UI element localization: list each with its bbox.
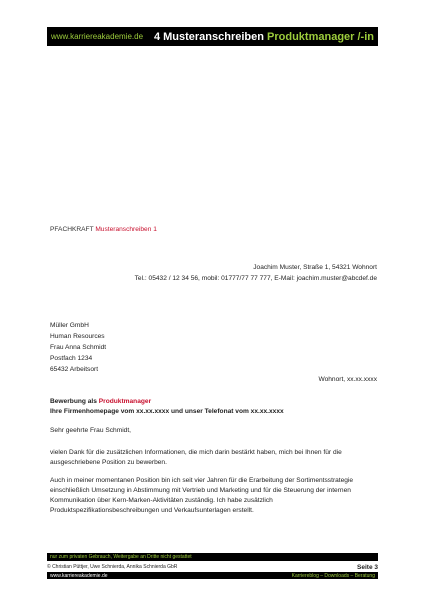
- header-banner: [47, 27, 378, 46]
- kicker-prefix: PFACHKRAFT: [50, 226, 96, 233]
- header-title-main: 4 Musteranschreiben: [153, 30, 268, 43]
- footer-copyright: © Christian Püttjer, Uwe Schnierda, Annika Schnierda GbR: [47, 564, 178, 570]
- sender-block: [135, 262, 377, 284]
- footer-tagline: Karriereblog – Downloads – Beratung: [291, 572, 375, 579]
- footer-copyright-row: [47, 563, 378, 571]
- body-paragraph-1: vielen Dank für die zusätzlichen Informationen, die mich darin bestärkt haben, mich bei Ihnen für die ausgeschriebene Position zu bewerben.: [50, 449, 342, 466]
- page-number: Seite 3: [357, 563, 378, 571]
- recipient-city: 65432 Arbeitsort: [50, 366, 99, 373]
- body-paragraph-2: Auch in meiner momentanen Position bin ich seit vier Jahren für die Erarbeitung der Sortimentsstrategie einschließlich Umsetzung in Abstimmung mit Vertrieb und Marketing und für die Steuerung der internen Kommunikation über Kern-Marken-Aktivitäten zuständig. Ich habe zusätzlich Produktspezifikationsbeschreibungen und Verkaufsunterlagen erstellt.: [50, 477, 354, 514]
- letter-kicker: [50, 226, 157, 233]
- recipient-block: [50, 320, 106, 375]
- footer-site-bar: [47, 572, 378, 579]
- kicker-highlight: Musteranschreiben 1: [95, 226, 157, 233]
- subject-block: [50, 397, 284, 417]
- salutation: Sehr geehrte Frau Schmidt,: [50, 427, 131, 434]
- recipient-department: Human Resources: [50, 333, 105, 340]
- letter-date: Wohnort, xx.xx.xxxx: [318, 376, 377, 383]
- recipient-company: Müller GmbH: [50, 322, 89, 329]
- header-site-link[interactable]: www.karriereakademie.de: [51, 32, 144, 41]
- footer-notice-bar: [47, 553, 378, 561]
- subject-position: Produktmanager: [98, 398, 152, 405]
- sender-address: Joachim Muster, Straße 1, 54321 Wohnort: [253, 264, 377, 271]
- header-title-accent: Produktmanager /-in: [267, 30, 374, 43]
- subject-prefix: Bewerbung als: [50, 398, 99, 405]
- recipient-person: Frau Anna Schmidt: [50, 344, 107, 351]
- subject-line-1: [50, 397, 284, 407]
- recipient-postbox: Postfach 1234: [50, 355, 93, 362]
- footer-site-link[interactable]: www.karriereakademie.de: [50, 572, 108, 579]
- subject-line-2: Ihre Firmenhomepage vom xx.xx.xxxx und unser Telefonat vom xx.xx.xxxx: [50, 408, 284, 415]
- sender-contact: Tel.: 05432 / 12 34 56, mobil: 01777/77 77 777, E-Mail: joachim.muster@abcdef.de: [134, 275, 377, 282]
- footer-notice: nur zum privaten Gebrauch, Weitergabe an Dritte nicht gestattet: [50, 554, 192, 560]
- header-title: [154, 31, 374, 43]
